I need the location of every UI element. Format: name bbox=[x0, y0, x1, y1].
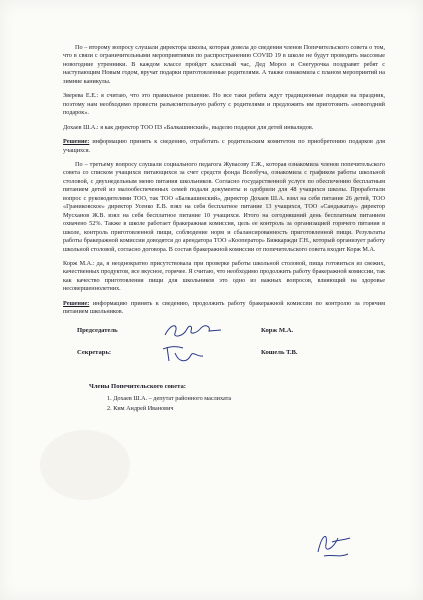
paragraph-third-question: По – третьему вопросу слушали социального педагога Жувасову Г.Ж., которая ознакомила членов попечительского совета со списком учащихся питающихся за счет средств фонда Всеобуча, ознакомила с графиком работы школьной столовой, с двухнедельным меню питания школьников. Согласно государственной услуге по обеспечению бесплатным питанием детей из малообеспеченных семей подали документы и одобрили для 48 учащихся школы. Проработали вопрос с руководителями ТОО, так ТОО «Балкашинский», директор Дохаев Ш.А. взял на себя питание 26 детей, ТОО «Граниковское» директор Усенко Е.В. взял на себя бесплатное питание 13 учащихся, ТОО «Сандыкатау» директор Мусханов Ж.В. взял на себя бесплатное питание 10 учащихся. Итого на сегодняшний день бесплатным питанием охвачено 52%. Также в школе работает бракеражная комиссия, цель ее контроль за организацией горячего питания в школе, контроль приготовленной пищи, соблюдение норм и сбалансированность приготовленной пищи. Результаты работы бракеражной комиссии доводятся до арендатора ТОО «Кооператор» Бижкаржди Г.Н., который организует работу школьной столовой, согласно договора. В состав бракеражной комиссии от попечительского совета входит Корж М.А. bbox=[63, 160, 385, 253]
member-signature-image bbox=[314, 528, 354, 560]
chair-signature-image bbox=[161, 321, 225, 341]
decision-text: Решение: информацию принять к сведению, отработать с родительским комитетом по приобретению подарков для учащихся. bbox=[63, 138, 385, 154]
secretary-role: Секретарь: bbox=[77, 348, 112, 356]
chair-signature-row bbox=[63, 321, 385, 339]
decision-label: Решение: bbox=[63, 299, 90, 307]
member-item: 1. Дохаев Ш.А. – депутат районного маслихата bbox=[107, 395, 232, 403]
members-title: Члены Попечительского совета: bbox=[89, 382, 186, 390]
document-body bbox=[63, 44, 385, 414]
paragraph-second-question: По – второму вопросу слушали директора школы, которая довела до сведения членов Попечительского совета о том, что в связи с ограничительными мероприятиями по распространению COVID 19 в школе не будут проводить массовые новогодние утренники. В каждом классе пройдет классный час, Дед Мороз и Снегурочка поздравят ребят с наступающим Новым годом, вручат подарки приготовленные родителями. А также ознакомила с планом мероприятий на зимние каникулы. bbox=[63, 44, 385, 85]
paragraph-korzh: Корж М.А.: да, я неоднократно присутствовала при проверке работы школьной столовой, пища готовиться из свежих, качественных продуктов, все вкусное, горячее. Я считаю, что необходимо продолжить работу бракеражной комиссии, так как качество приготовления пищи для школьников это одно из важных вопросов, влияющий на здоровье несовершеннолетних. bbox=[63, 259, 385, 293]
secretary-signature-row bbox=[63, 343, 385, 361]
members-list bbox=[63, 395, 385, 413]
paragraph-dokhaev: Дохаев Ш.А.: я как директор ТОО ПЗ «Балкашинский», выделю подарки для детей инвалидов. bbox=[63, 123, 314, 131]
secretary-name: Кошель Т.В. bbox=[261, 348, 298, 356]
paragraph-decision-2 bbox=[63, 300, 385, 317]
chair-name: Корж М.А. bbox=[261, 326, 294, 334]
secretary-signature-image bbox=[161, 343, 225, 365]
paragraph-zvereva: Зверева Е.Е.: я считаю, что это правильное решение. Но все таки ребята ждут традиционные подарки на праздник, поэтому нам необходимо провести разъяснительную работу с родителями и предложить им приготовить «новогодний подарок». bbox=[63, 92, 385, 117]
chair-role: Председатель bbox=[77, 326, 118, 334]
paper-stain bbox=[40, 430, 130, 500]
paragraph-decision-1 bbox=[63, 138, 385, 155]
decision-text: Решение: информацию принять к сведению, продолжить работу бракеражной комиссии по контролю за горячим питанием школьников. bbox=[63, 299, 385, 316]
decision-label: Решение: bbox=[63, 138, 90, 146]
member-item: 2. Ким Андрей Иванович bbox=[107, 404, 174, 412]
